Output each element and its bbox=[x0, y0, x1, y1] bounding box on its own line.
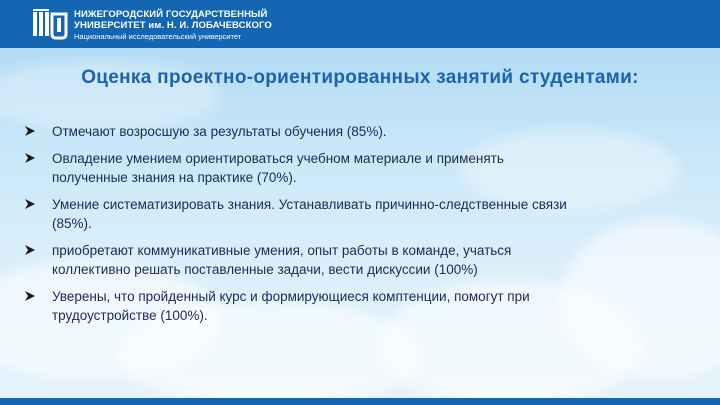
list-item-text: приобретают коммуникативные умения, опыт работы в команде, учаться коллективно решать поставленные задачи, вести дискуссии (100%) bbox=[52, 243, 512, 277]
arrowhead-bullet-icon bbox=[24, 244, 36, 256]
arrowhead-bullet-icon bbox=[24, 125, 36, 137]
university-name-line1: НИЖЕГОРОДСКИЙ ГОСУДАРСТВЕННЫЙ bbox=[74, 9, 268, 20]
list-item bbox=[22, 241, 582, 279]
list-item bbox=[22, 287, 582, 325]
university-name bbox=[74, 9, 272, 42]
list-item bbox=[22, 122, 582, 141]
list-item-text: Уверены, что пройденный курс и формирующиеся комптенции, помогут при трудоустройстве (100%). bbox=[52, 289, 530, 323]
header-bar bbox=[0, 0, 720, 48]
bottom-bar bbox=[0, 398, 720, 405]
list-item-text: Умение систематизировать знания. Устанавливать причинно-следственные связи (85%). bbox=[52, 197, 567, 231]
university-name-line2: УНИВЕРСИТЕТ им. Н. И. ЛОБАЧЕВСКОГО bbox=[74, 20, 272, 31]
list-item bbox=[22, 149, 582, 187]
list-item bbox=[22, 195, 582, 233]
list-item-text: Овладение умением ориентироваться учебном материале и применять полученные знания на практике (70%). bbox=[52, 151, 504, 185]
slide-title: Оценка проектно-ориентированных занятий студентами: bbox=[81, 67, 639, 88]
university-subtitle: Национальный исследовательский университет bbox=[74, 32, 242, 41]
arrowhead-bullet-icon bbox=[24, 198, 36, 210]
arrowhead-bullet-icon bbox=[24, 290, 36, 302]
arrowhead-bullet-icon bbox=[24, 152, 36, 164]
unn-logo-icon bbox=[32, 8, 68, 40]
list-item-text: Отмечают возросшую за результаты обучения (85%). bbox=[52, 124, 387, 139]
bullet-list bbox=[22, 122, 582, 325]
